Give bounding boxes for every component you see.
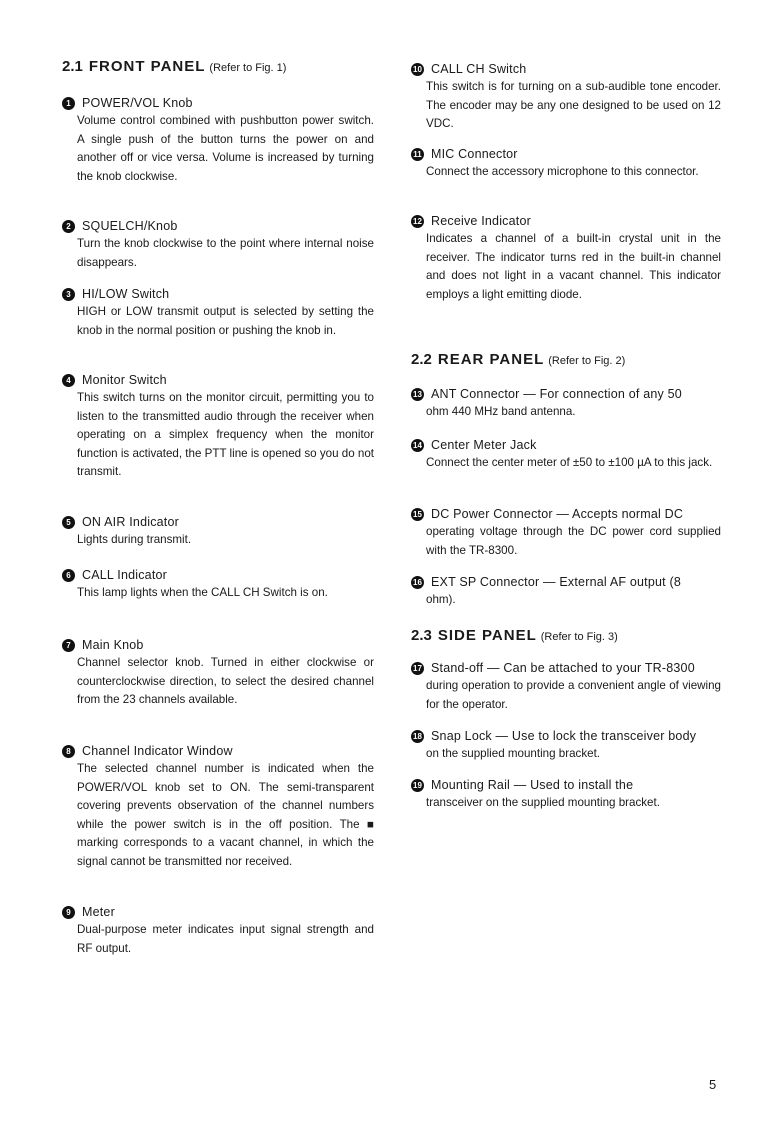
list-item bbox=[411, 727, 696, 764]
page-number: 5 bbox=[709, 1077, 717, 1092]
section-title: SIDE PANEL bbox=[437, 627, 537, 644]
list-item bbox=[62, 285, 374, 340]
list-item bbox=[62, 636, 374, 710]
list-item bbox=[411, 385, 682, 422]
item-number-badge: 3 bbox=[62, 288, 75, 301]
section-reference: (Refer to Fig. 1) bbox=[209, 62, 287, 74]
item-description: The selected channel number is indicated when the POWER/VOL knob set to ON. The semi-transparent covering prevents observation of the channel numbers while the power switch is in the off position. The ■ marking corresponds to a vacant channel, in which the signal cannot be transmitted nor received. bbox=[77, 762, 374, 868]
item-title: POWER/VOL Knob bbox=[82, 96, 193, 110]
item-description: Turn the knob clockwise to the point where internal noise disappears. bbox=[77, 237, 374, 269]
item-description: Connect the accessory microphone to this connector. bbox=[426, 165, 699, 178]
item-title: Meter bbox=[82, 905, 115, 919]
item-number-badge: 18 bbox=[411, 730, 424, 743]
list-item bbox=[411, 436, 712, 473]
section-reference: (Refer to Fig. 2) bbox=[548, 355, 626, 367]
item-description: This switch is for turning on a sub-audible tone encoder. The encoder may be any one designed to be used on 12 VDC. bbox=[426, 80, 721, 131]
list-item bbox=[411, 145, 699, 182]
item-title: EXT SP Connector — External AF output (8 bbox=[431, 575, 682, 589]
item-number-badge: 15 bbox=[411, 508, 424, 521]
section-title: FRONT PANEL bbox=[88, 58, 206, 75]
item-number-badge: 14 bbox=[411, 439, 424, 452]
item-number-badge: 11 bbox=[411, 148, 424, 161]
item-title: SQUELCH/Knob bbox=[82, 219, 178, 233]
item-number-badge: 7 bbox=[62, 639, 75, 652]
list-item bbox=[62, 566, 328, 603]
item-title: ANT Connector — For connection of any 50 bbox=[431, 387, 682, 401]
item-title: Center Meter Jack bbox=[431, 438, 537, 452]
list-item bbox=[62, 513, 191, 550]
item-number-badge: 9 bbox=[62, 906, 75, 919]
item-number-badge: 17 bbox=[411, 662, 424, 675]
item-description: Indicates a channel of a built-in crystal unit in the receiver. The indicator turns red in the built-in channel and does not light in a vacant channel. This indicator employs a light emitting diode. bbox=[426, 232, 721, 301]
item-number-badge: 6 bbox=[62, 569, 75, 582]
section-heading-rear-panel bbox=[411, 351, 625, 369]
item-title: CALL Indicator bbox=[82, 568, 168, 582]
list-item bbox=[62, 371, 374, 482]
list-item bbox=[411, 776, 660, 813]
section-number: 2.2 bbox=[411, 351, 432, 368]
item-description: Channel selector knob. Turned in either clockwise or counterclockwise direction, to select the desired channel from the 23 channels available. bbox=[77, 656, 374, 707]
list-item bbox=[411, 659, 721, 714]
list-item bbox=[62, 903, 374, 958]
item-number-badge: 5 bbox=[62, 516, 75, 529]
item-number-badge: 4 bbox=[62, 374, 75, 387]
section-heading-front-panel bbox=[62, 58, 286, 76]
list-item bbox=[411, 573, 681, 610]
item-title: ON AIR Indicator bbox=[82, 515, 179, 529]
item-number-badge: 10 bbox=[411, 63, 424, 76]
item-title: Mounting Rail — Used to install the bbox=[431, 778, 634, 792]
list-item bbox=[411, 505, 721, 560]
item-title: Stand-off — Can be attached to your TR-8300 bbox=[431, 661, 695, 675]
list-item bbox=[62, 94, 374, 186]
item-description: on the supplied mounting bracket. bbox=[426, 747, 601, 760]
section-title: REAR PANEL bbox=[437, 351, 545, 368]
section-number: 2.3 bbox=[411, 627, 432, 644]
item-title: Main Knob bbox=[82, 638, 144, 652]
item-description: HIGH or LOW transmit output is selected by setting the knob in the normal position or pushing the knob in. bbox=[77, 305, 374, 337]
item-description: Volume control combined with pushbutton power switch. A single push of the button turns the power on and another off or vice versa. Volume is increased by turning the knob clockwise. bbox=[77, 114, 374, 183]
item-description: This switch turns on the monitor circuit, permitting you to listen to the transmitted audio through the receiver when operating on a simplex frequency when the monitor function is activated, the PTT line is opened so you do not transmit. bbox=[77, 391, 374, 479]
item-description: Dual-purpose meter indicates input signal strength and RF output. bbox=[77, 923, 374, 955]
item-description: ohm 440 MHz band antenna. bbox=[426, 405, 576, 418]
item-number-badge: 19 bbox=[411, 779, 424, 792]
item-description: This lamp lights when the CALL CH Switch is on. bbox=[77, 586, 328, 599]
section-number: 2.1 bbox=[62, 58, 83, 75]
list-item bbox=[411, 212, 721, 304]
section-reference: (Refer to Fig. 3) bbox=[540, 631, 618, 643]
item-description: Connect the center meter of ±50 to ±100 µA to this jack. bbox=[426, 456, 713, 469]
item-description: transceiver on the supplied mounting bracket. bbox=[426, 796, 660, 809]
item-number-badge: 13 bbox=[411, 388, 424, 401]
item-title: HI/LOW Switch bbox=[82, 287, 170, 301]
item-description: during operation to provide a convenient angle of viewing for the operator. bbox=[426, 679, 721, 711]
item-number-badge: 1 bbox=[62, 97, 75, 110]
item-description: ohm). bbox=[426, 593, 456, 606]
item-title: Snap Lock — Use to lock the transceiver body bbox=[431, 729, 697, 743]
item-description: Lights during transmit. bbox=[77, 533, 192, 546]
item-description: operating voltage through the DC power cord supplied with the TR-8300. bbox=[426, 525, 721, 557]
list-item bbox=[411, 60, 721, 134]
item-title: Receive Indicator bbox=[431, 214, 531, 228]
item-title: Monitor Switch bbox=[82, 373, 167, 387]
list-item bbox=[62, 217, 374, 272]
item-title: MIC Connector bbox=[431, 147, 518, 161]
item-number-badge: 8 bbox=[62, 745, 75, 758]
section-heading-side-panel bbox=[411, 627, 618, 645]
list-item bbox=[62, 742, 374, 872]
item-title: Channel Indicator Window bbox=[82, 744, 233, 758]
item-title: DC Power Connector — Accepts normal DC bbox=[431, 507, 684, 521]
item-number-badge: 16 bbox=[411, 576, 424, 589]
item-title: CALL CH Switch bbox=[431, 62, 527, 76]
item-number-badge: 12 bbox=[411, 215, 424, 228]
item-number-badge: 2 bbox=[62, 220, 75, 233]
